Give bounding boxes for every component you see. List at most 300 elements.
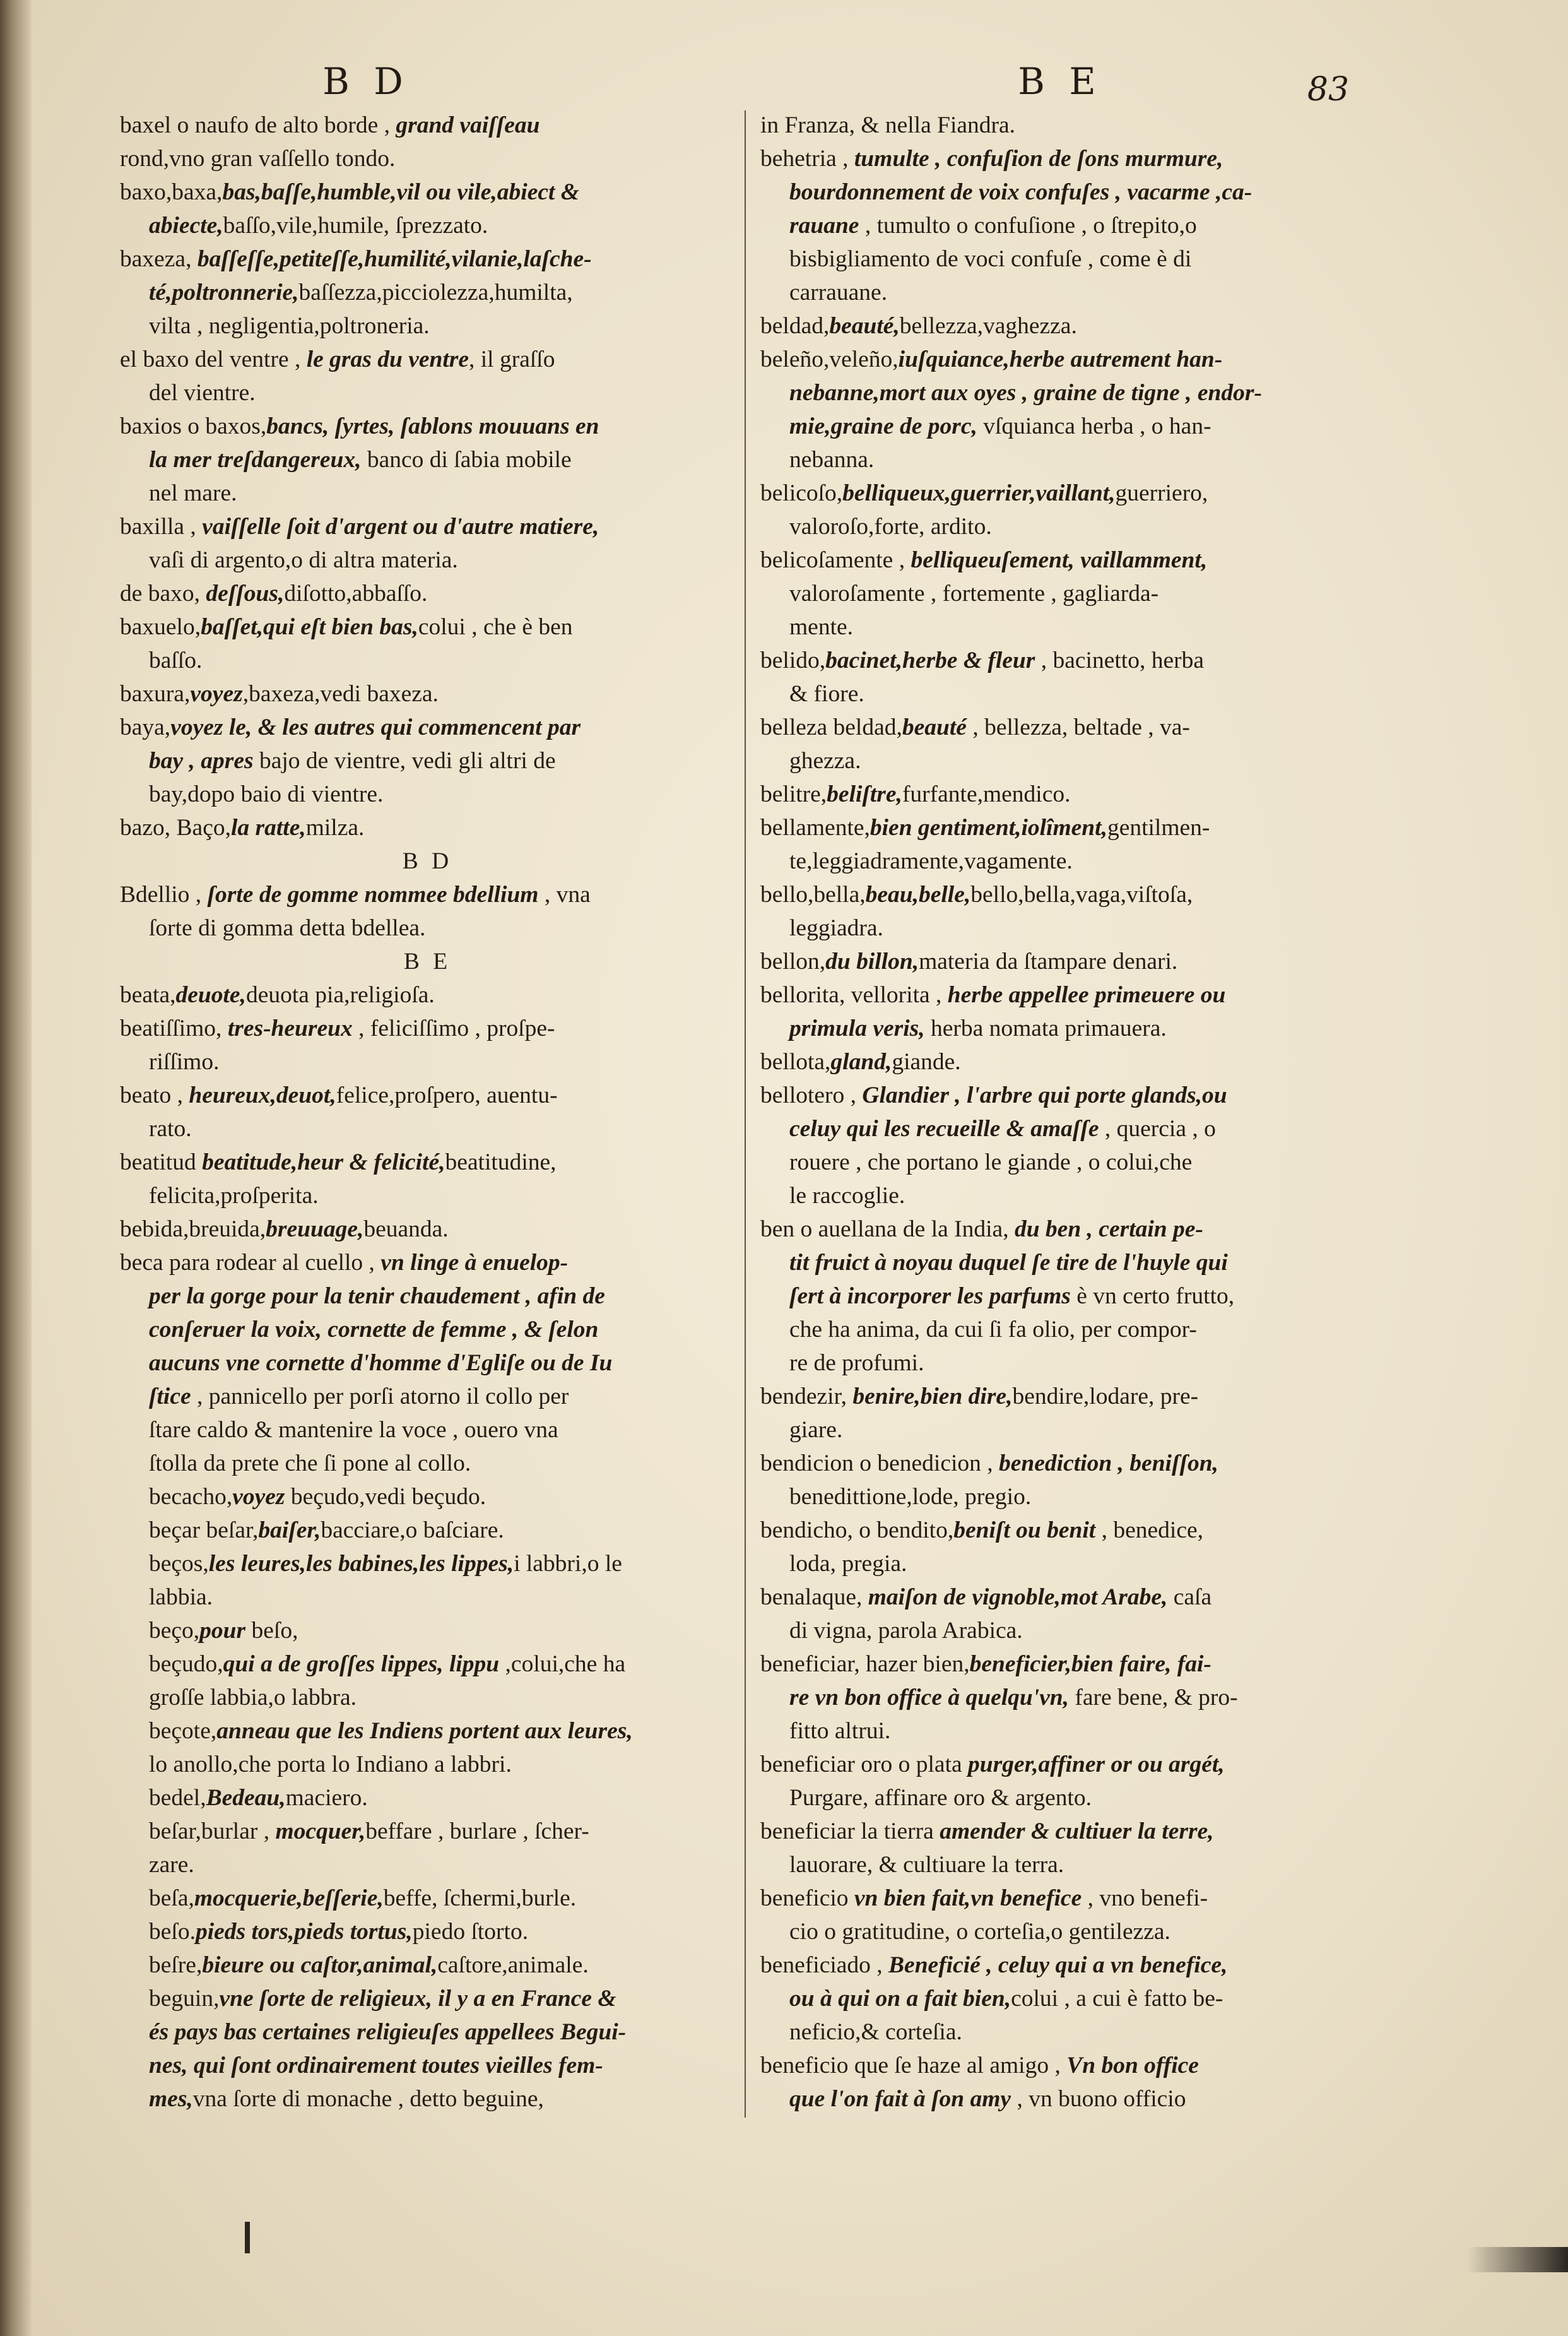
headword: beca para rodear al cuello , bbox=[120, 1250, 381, 1276]
dictionary-line bbox=[760, 1313, 1391, 1346]
headword: beneficiar la tierra bbox=[760, 1818, 940, 1844]
italian-gloss: giare. bbox=[789, 1417, 843, 1443]
dictionary-line bbox=[120, 1447, 735, 1480]
italian-gloss: baſſezza,picciolezza,humilta, bbox=[298, 280, 573, 305]
headword: bellorita, vellorita , bbox=[760, 982, 948, 1008]
dictionary-line bbox=[120, 242, 735, 276]
french-gloss: ſorte de gomme nommee bdellium bbox=[207, 882, 539, 908]
italian-gloss: vaſi di argento,o di altra materia. bbox=[149, 547, 458, 573]
italian-gloss: , pannicello per porſi atorno il collo per bbox=[191, 1384, 569, 1409]
headword: baxura, bbox=[120, 681, 191, 707]
italian-gloss: colui , a cui è fatto be- bbox=[1011, 1986, 1223, 2012]
french-gloss: nes, qui ſont ordinairement toutes vieilles fem- bbox=[149, 2053, 603, 2078]
headword: bellota, bbox=[760, 1049, 831, 1075]
french-gloss: Beneficié , celuy qui a vn benefice, bbox=[888, 1952, 1228, 1978]
dictionary-line bbox=[120, 2082, 735, 2116]
french-gloss: beniſt ou benit bbox=[953, 1517, 1096, 1543]
dictionary-line bbox=[760, 242, 1391, 276]
headword: beneficio que ſe haze al amigo , bbox=[760, 2053, 1067, 2078]
running-header-left: B D bbox=[322, 60, 410, 103]
italian-gloss: beffe, ſchermi,burle. bbox=[383, 1885, 577, 1911]
dictionary-line bbox=[760, 911, 1391, 945]
dictionary-line bbox=[760, 744, 1391, 778]
dictionary-line bbox=[120, 1647, 735, 1681]
french-gloss: belliqueux,guerrier,vaillant, bbox=[842, 480, 1116, 506]
italian-gloss: , vno benefi- bbox=[1082, 1885, 1208, 1911]
italian-gloss: te,leggiadramente,vagamente. bbox=[789, 848, 1073, 874]
dictionary-line bbox=[760, 175, 1391, 209]
italian-gloss: , tumulto o confuſione , o ſtrepito,o bbox=[859, 213, 1197, 239]
french-gloss: voyez bbox=[232, 1484, 285, 1510]
italian-gloss: , il graſſo bbox=[469, 347, 555, 372]
italian-gloss: nebanna. bbox=[789, 447, 875, 473]
headword: bello,bella, bbox=[760, 882, 866, 908]
french-gloss: bay , apres bbox=[149, 748, 254, 774]
french-gloss: aucuns vne cornette d'homme d'Egliſe ou de Iu bbox=[149, 1350, 613, 1376]
italian-gloss: beffare , burlare , ſcher- bbox=[365, 1818, 589, 1844]
dictionary-line bbox=[760, 778, 1391, 811]
dictionary-line bbox=[120, 543, 735, 577]
italian-gloss: bajo de vientre, vedi gli altri de bbox=[253, 748, 556, 774]
french-gloss: vn bien fait,vn benefice bbox=[854, 1885, 1082, 1911]
dictionary-line bbox=[120, 1012, 735, 1045]
italian-gloss: valoroſo,forte, ardito. bbox=[789, 514, 992, 540]
headword: bedel, bbox=[149, 1785, 206, 1811]
french-gloss: breuuage, bbox=[266, 1216, 364, 1242]
italian-gloss: , vn buono officio bbox=[1011, 2086, 1186, 2112]
french-gloss: celuy qui les recueille & amaſſe bbox=[789, 1116, 1099, 1142]
french-gloss: du billon, bbox=[825, 949, 919, 975]
dictionary-line bbox=[760, 1982, 1391, 2015]
dictionary-line bbox=[120, 209, 735, 242]
french-gloss: voyez bbox=[190, 681, 243, 707]
dictionary-line bbox=[120, 477, 735, 510]
italian-gloss: , benedice, bbox=[1095, 1517, 1203, 1543]
italian-gloss: neficio,& corteſia. bbox=[789, 2019, 962, 2045]
dictionary-line bbox=[120, 677, 735, 711]
italian-gloss: & fiore. bbox=[789, 681, 864, 707]
dictionary-line bbox=[760, 1413, 1391, 1447]
headword: ben o auellana de la India, bbox=[760, 1216, 1015, 1242]
dictionary-line bbox=[760, 1079, 1391, 1112]
dictionary-line bbox=[760, 1647, 1391, 1681]
headword: benalaque, bbox=[760, 1584, 868, 1610]
italian-gloss: felice,proſpero, auentu- bbox=[336, 1082, 558, 1108]
french-gloss: bourdonnement de voix confuſes , vacarme ,ca- bbox=[789, 179, 1253, 205]
dictionary-line bbox=[760, 209, 1391, 242]
french-gloss: pour bbox=[199, 1618, 246, 1644]
headword: beleño,veleño, bbox=[760, 347, 899, 372]
dictionary-line bbox=[120, 1179, 735, 1212]
dictionary-line bbox=[120, 1948, 735, 1982]
italian-gloss: beçudo,vedi beçudo. bbox=[285, 1484, 486, 1510]
french-gloss: conſeruer la voix, cornette de femme , & ſelon bbox=[149, 1317, 599, 1343]
headword: belleza beldad, bbox=[760, 714, 902, 740]
dictionary-line bbox=[120, 376, 735, 410]
dictionary-line bbox=[760, 577, 1391, 610]
dictionary-line bbox=[760, 1781, 1391, 1815]
italian-gloss: bacciare,o baſciare. bbox=[321, 1517, 504, 1543]
french-gloss: tit fruict à noyau duquel ſe tire de l'huyle qui bbox=[789, 1250, 1228, 1276]
french-gloss: du ben , certain pe- bbox=[1014, 1216, 1203, 1242]
dictionary-line bbox=[760, 1179, 1391, 1212]
french-gloss: bas,baſſe,humble,vil ou vile,abiect & bbox=[222, 179, 579, 205]
ink-mark bbox=[245, 2222, 250, 2253]
french-gloss: nebanne,mort aux oyes , graine de tigne , endor- bbox=[789, 380, 1262, 406]
dictionary-line bbox=[760, 1681, 1391, 1714]
dictionary-line bbox=[120, 443, 735, 477]
dictionary-line bbox=[120, 109, 735, 142]
dictionary-line bbox=[760, 1915, 1391, 1948]
headword: belicoſo, bbox=[760, 480, 843, 506]
italian-gloss: riſſimo. bbox=[149, 1049, 220, 1075]
italian-gloss: diſotto,abbaſſo. bbox=[284, 581, 428, 607]
headword: beçar beſar, bbox=[149, 1517, 259, 1543]
italian-gloss: fitto altrui. bbox=[789, 1718, 891, 1744]
italian-gloss: , feliciſſimo , proſpe- bbox=[352, 1016, 555, 1041]
headword: beſa, bbox=[149, 1885, 194, 1911]
french-gloss: belliqueuſement, vaillamment, bbox=[911, 547, 1208, 573]
headword: beguin, bbox=[149, 1986, 220, 2012]
italian-gloss: banco di ſabia mobile bbox=[361, 447, 572, 473]
dictionary-line bbox=[760, 945, 1391, 978]
dictionary-line bbox=[760, 1547, 1391, 1580]
dictionary-line bbox=[760, 343, 1391, 376]
italian-gloss: labbia. bbox=[149, 1584, 213, 1610]
dictionary-line bbox=[760, 276, 1391, 309]
dictionary-line bbox=[760, 1146, 1391, 1179]
headword: beſo. bbox=[149, 1919, 196, 1945]
french-gloss: les leures,les babines,les lippes, bbox=[208, 1551, 514, 1577]
running-header-right: B E bbox=[1018, 60, 1102, 103]
headword: baxios o baxos, bbox=[120, 413, 267, 439]
french-gloss: pieds tors,pieds tortus, bbox=[195, 1919, 413, 1945]
headword: belicoſamente , bbox=[760, 547, 911, 573]
french-gloss: qui a de groſſes lippes, lippu bbox=[223, 1651, 500, 1677]
french-gloss: bacinet,herbe & fleur bbox=[825, 648, 1035, 673]
headword: bendezir, bbox=[760, 1384, 853, 1409]
dictionary-line bbox=[760, 811, 1391, 845]
dictionary-line bbox=[760, 1346, 1391, 1380]
french-gloss: que l'on fait à ſon amy bbox=[789, 2086, 1011, 2112]
french-gloss: ſert à incorporer les parfums bbox=[789, 1283, 1071, 1309]
headword: beatiſſimo, bbox=[120, 1016, 228, 1041]
italian-gloss: mente. bbox=[789, 614, 854, 640]
dictionary-line bbox=[120, 1380, 735, 1413]
french-gloss: ſtice bbox=[149, 1384, 191, 1409]
dictionary-line bbox=[120, 1413, 735, 1447]
dictionary-line bbox=[120, 778, 735, 811]
italian-gloss: maciero. bbox=[285, 1785, 368, 1811]
column-divider bbox=[745, 110, 746, 2118]
italian-gloss: bay,dopo baio di vientre. bbox=[149, 781, 384, 807]
italian-gloss: valoroſamente , fortemente , gagliarda- bbox=[789, 581, 1159, 607]
headword: bazo, Baço, bbox=[120, 815, 231, 841]
italian-gloss: del vientre. bbox=[149, 380, 256, 406]
headword: Bdellio , bbox=[120, 882, 208, 908]
headword: becacho, bbox=[149, 1484, 233, 1510]
dictionary-line bbox=[120, 610, 735, 644]
dictionary-line bbox=[120, 911, 735, 945]
french-gloss: tres-heureux bbox=[227, 1016, 353, 1041]
headword: de baxo, bbox=[120, 581, 206, 607]
headword: belido, bbox=[760, 648, 826, 673]
dictionary-line bbox=[760, 1714, 1391, 1748]
french-gloss: bieure ou caſtor,animal, bbox=[202, 1952, 438, 1978]
left-column bbox=[120, 109, 735, 2116]
french-gloss: benire,bien dire, bbox=[852, 1384, 1013, 1409]
italian-gloss: beatitudine, bbox=[445, 1149, 557, 1175]
italian-gloss: fare bene, & pro- bbox=[1069, 1685, 1238, 1710]
italian-gloss: giande. bbox=[892, 1049, 961, 1075]
headword: bellotero , bbox=[760, 1082, 863, 1108]
italian-gloss: bello,bella,vaga,viſtoſa, bbox=[970, 882, 1193, 908]
italian-gloss: deuota pia,religioſa. bbox=[245, 982, 435, 1008]
italian-gloss: ,colui,che ha bbox=[499, 1651, 626, 1677]
french-gloss: mes, bbox=[149, 2086, 193, 2112]
dictionary-line bbox=[760, 1848, 1391, 1882]
dictionary-line bbox=[760, 376, 1391, 410]
french-gloss: Glandier , l'arbre qui porte glands,ou bbox=[862, 1082, 1227, 1108]
french-gloss: beliſtre, bbox=[827, 781, 902, 807]
headword: baxilla , bbox=[120, 514, 203, 540]
dictionary-line bbox=[760, 711, 1391, 744]
dictionary-line bbox=[120, 1748, 735, 1781]
italian-gloss: bendire,lodare, pre- bbox=[1012, 1384, 1199, 1409]
dictionary-line bbox=[120, 1279, 735, 1313]
french-gloss: deſſous, bbox=[206, 581, 285, 607]
dictionary-line bbox=[120, 811, 735, 845]
dictionary-line bbox=[120, 1681, 735, 1714]
dictionary-line bbox=[120, 2049, 735, 2082]
french-gloss: mie,graine de porc, bbox=[789, 413, 977, 439]
italian-gloss: beuanda. bbox=[363, 1216, 449, 1242]
section-heading: B E bbox=[403, 949, 452, 975]
french-gloss: mocquerie,beſſerie, bbox=[194, 1885, 384, 1911]
dictionary-line bbox=[760, 2015, 1391, 2049]
italian-gloss: , bellezza, beltade , va- bbox=[966, 714, 1190, 740]
dictionary-line bbox=[120, 175, 735, 209]
italian-gloss: le raccoglie. bbox=[789, 1183, 905, 1209]
italian-gloss: benedittione,lode, pregio. bbox=[789, 1484, 1032, 1510]
italian-gloss: nel mare. bbox=[149, 480, 237, 506]
headword: rond, bbox=[120, 146, 170, 172]
dictionary-line bbox=[760, 142, 1391, 175]
section-heading: B D bbox=[402, 848, 453, 874]
headword: bebida,breuida, bbox=[120, 1216, 266, 1242]
dictionary-line bbox=[120, 1781, 735, 1815]
dictionary-line bbox=[760, 677, 1391, 711]
french-gloss: vn linge à enuelop- bbox=[380, 1250, 569, 1276]
italian-gloss: zare. bbox=[149, 1852, 194, 1878]
headword: bendicion o benedicion , bbox=[760, 1450, 999, 1476]
dictionary-line bbox=[760, 1212, 1391, 1246]
italian-gloss: bellezza,vaghezza. bbox=[899, 313, 1077, 339]
headword: baxuelo, bbox=[120, 614, 201, 640]
dictionary-line bbox=[760, 1815, 1391, 1848]
dictionary-line bbox=[760, 845, 1391, 878]
dictionary-line bbox=[760, 443, 1391, 477]
italian-gloss: loda, pregia. bbox=[789, 1551, 907, 1577]
italian-gloss: lauorare, & cultiuare la terra. bbox=[789, 1852, 1064, 1878]
headword: beneficio bbox=[760, 1885, 854, 1911]
headword: beçote, bbox=[149, 1718, 217, 1744]
dictionary-line bbox=[120, 1112, 735, 1146]
dictionary-line bbox=[760, 1012, 1391, 1045]
headword: beçudo, bbox=[149, 1651, 223, 1677]
right-column bbox=[760, 109, 1391, 2116]
italian-gloss: , quercia , o bbox=[1099, 1116, 1216, 1142]
headword: el baxo del ventre , bbox=[120, 347, 307, 372]
french-gloss: baſſet,qui eſt bien bas, bbox=[201, 614, 418, 640]
headword: bellamente, bbox=[760, 815, 870, 841]
french-gloss: le gras du ventre bbox=[306, 347, 469, 372]
dictionary-line bbox=[120, 1882, 735, 1915]
headword: bendicho, o bendito, bbox=[760, 1517, 954, 1543]
dictionary-line bbox=[120, 1714, 735, 1748]
dictionary-line bbox=[760, 1480, 1391, 1514]
italian-gloss: milza. bbox=[305, 815, 365, 841]
headword: beatitud bbox=[120, 1149, 203, 1175]
dictionary-line bbox=[120, 1848, 735, 1882]
italian-gloss: vno gran vaſſello tondo. bbox=[169, 146, 396, 172]
french-gloss: bancs, ſyrtes, ſablons mouuans en bbox=[266, 413, 599, 439]
headword: beços, bbox=[149, 1551, 209, 1577]
dictionary-line bbox=[120, 744, 735, 778]
headword: beneficiado , bbox=[760, 1952, 889, 1978]
dictionary-line bbox=[760, 2049, 1391, 2082]
italian-gloss: leggiadra. bbox=[789, 915, 883, 941]
italian-gloss: caſa bbox=[1167, 1584, 1212, 1610]
headword: beço, bbox=[149, 1618, 200, 1644]
french-gloss: baiſer, bbox=[258, 1517, 321, 1543]
dictionary-line bbox=[120, 1045, 735, 1079]
dictionary-line bbox=[760, 2082, 1391, 2116]
french-gloss: iuſquiance,herbe autrement han- bbox=[898, 347, 1223, 372]
italian-gloss: vna ſorte di monache , detto beguine, bbox=[192, 2086, 544, 2112]
french-gloss: vaiſſelle ſoit d'argent ou d'autre matiere, bbox=[202, 514, 599, 540]
dictionary-line bbox=[120, 1815, 735, 1848]
dictionary-line bbox=[120, 878, 735, 911]
dictionary-line bbox=[760, 1045, 1391, 1079]
french-gloss: és pays bas certaines religieuſes appellees Begui- bbox=[149, 2019, 627, 2045]
french-gloss: beauté, bbox=[829, 313, 900, 339]
dictionary-line bbox=[120, 711, 735, 744]
dictionary-line bbox=[120, 644, 735, 677]
dictionary-line bbox=[120, 1313, 735, 1346]
dictionary-line bbox=[760, 410, 1391, 443]
dictionary-line bbox=[760, 610, 1391, 644]
french-gloss: per la gorge pour la tenir chaudement , afin de bbox=[149, 1283, 605, 1309]
italian-gloss: è vn certo frutto, bbox=[1070, 1283, 1235, 1309]
dictionary-line bbox=[120, 1480, 735, 1514]
italian-gloss: ſorte di gomma detta bdellea. bbox=[149, 915, 426, 941]
italian-gloss: caſtore,animale. bbox=[437, 1952, 589, 1978]
french-gloss: herbe appellee primeuere ou bbox=[947, 982, 1226, 1008]
french-gloss: amender & cultiuer la terre, bbox=[940, 1818, 1214, 1844]
italian-gloss: , bacinetto, herba bbox=[1035, 648, 1204, 673]
dictionary-line bbox=[760, 1380, 1391, 1413]
french-gloss: deuote, bbox=[175, 982, 246, 1008]
french-gloss: purger,affiner or ou argét, bbox=[968, 1752, 1225, 1777]
italian-gloss: carrauane. bbox=[789, 280, 888, 305]
dictionary-line bbox=[120, 1982, 735, 2015]
french-gloss: maiſon de vignoble,mot Arabe, bbox=[868, 1584, 1168, 1610]
dictionary-line bbox=[760, 109, 1391, 142]
italian-gloss: di vigna, parola Arabica. bbox=[789, 1618, 1023, 1644]
italian-gloss: colui , che è ben bbox=[418, 614, 573, 640]
italian-gloss: ſtolla da prete che ſi pone al collo. bbox=[149, 1450, 471, 1476]
dictionary-line bbox=[120, 276, 735, 309]
italian-gloss: materia da ſtampare denari. bbox=[919, 949, 1178, 975]
french-gloss: vne ſorte de religieux, il y a en France & bbox=[219, 1986, 616, 2012]
dictionary-line bbox=[120, 1346, 735, 1380]
french-gloss: tumulte , confuſion de ſons murmure, bbox=[854, 146, 1223, 172]
italian-gloss: beſo, bbox=[245, 1618, 298, 1644]
dictionary-line bbox=[760, 1882, 1391, 1915]
dictionary-line bbox=[760, 878, 1391, 911]
french-gloss: re vn bon office à quelqu'vn, bbox=[789, 1685, 1070, 1710]
dictionary-line bbox=[120, 1079, 735, 1112]
french-gloss: primula veris, bbox=[789, 1016, 925, 1041]
italian-gloss: in Franza, & nella Fiandra. bbox=[760, 112, 1016, 138]
italian-gloss: ghezza. bbox=[789, 748, 861, 774]
dictionary-line bbox=[760, 477, 1391, 510]
dictionary-line bbox=[760, 309, 1391, 343]
italian-gloss: cio o gratitudine, o corteſia,o gentilezza. bbox=[789, 1919, 1170, 1945]
french-gloss: grand vaiſſeau bbox=[389, 112, 540, 138]
page-stain bbox=[1467, 2247, 1568, 2272]
dictionary-line bbox=[120, 1547, 735, 1580]
italian-gloss: i labbri,o le bbox=[514, 1551, 622, 1577]
italian-gloss: che ha anima, da cui ſi fa olio, per compor- bbox=[789, 1317, 1197, 1343]
dictionary-line bbox=[120, 343, 735, 376]
dictionary-line bbox=[120, 1580, 735, 1614]
headword: bellon, bbox=[760, 949, 826, 975]
italian-gloss: vſquianca herba , o han- bbox=[977, 413, 1211, 439]
headword: beato , bbox=[120, 1082, 189, 1108]
italian-gloss: ſtare caldo & mantenire la voce , ouero vna bbox=[149, 1417, 558, 1443]
french-gloss: anneau que les Indiens portent aux leures, bbox=[216, 1718, 633, 1744]
french-gloss: gland, bbox=[830, 1049, 892, 1075]
french-gloss: beatitude,heur & felicité, bbox=[202, 1149, 445, 1175]
french-gloss: rauane bbox=[789, 213, 859, 239]
french-gloss: ou à qui on a fait bien, bbox=[789, 1986, 1011, 2012]
french-gloss: heureux,deuot, bbox=[189, 1082, 336, 1108]
dictionary-line bbox=[120, 410, 735, 443]
dictionary-line bbox=[760, 1246, 1391, 1279]
dictionary-line bbox=[120, 1915, 735, 1948]
dictionary-line bbox=[760, 1514, 1391, 1547]
italian-gloss: groſſe labbia,o labbra. bbox=[149, 1685, 357, 1710]
dictionary-line bbox=[760, 1748, 1391, 1781]
headword: beata, bbox=[120, 982, 176, 1008]
headword: baya, bbox=[120, 714, 171, 740]
headword: beneficiar, hazer bien, bbox=[760, 1651, 970, 1677]
dictionary-line bbox=[760, 510, 1391, 543]
french-gloss: bien gentiment,iolîment, bbox=[869, 815, 1107, 841]
italian-gloss: piedo ſtorto. bbox=[412, 1919, 529, 1945]
french-gloss: beau,belle, bbox=[865, 882, 971, 908]
dictionary-line bbox=[120, 142, 735, 175]
headword: behetria , bbox=[760, 146, 854, 172]
italian-gloss: , vna bbox=[538, 882, 591, 908]
italian-gloss: furfante,mendico. bbox=[902, 781, 1071, 807]
dictionary-line bbox=[760, 543, 1391, 577]
dictionary-line bbox=[760, 1948, 1391, 1982]
dictionary-line bbox=[760, 1112, 1391, 1146]
italian-gloss: rato. bbox=[149, 1116, 192, 1142]
